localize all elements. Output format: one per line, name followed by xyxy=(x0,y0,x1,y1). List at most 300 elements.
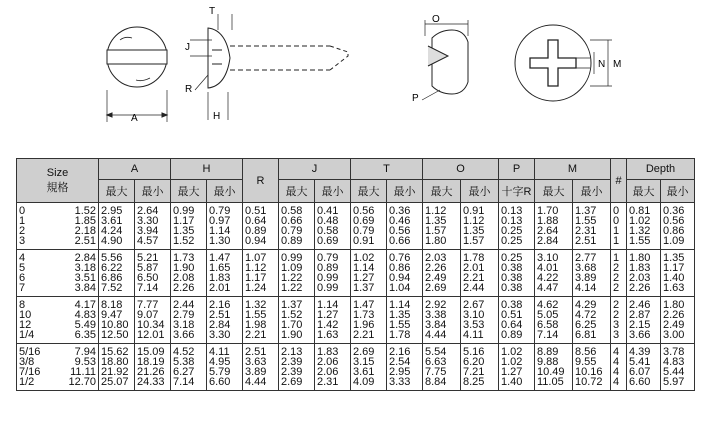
cell-value: 7.75 xyxy=(425,366,447,378)
cell-value: 4.11 xyxy=(463,329,484,341)
cell-value: 18.80 xyxy=(101,356,129,368)
size-value: 5/16 xyxy=(19,346,41,358)
value-cell-d-max xyxy=(627,203,661,250)
cell-value: 3.38 xyxy=(425,309,447,321)
value-cell-j-min xyxy=(315,344,351,391)
cell-value: 2 xyxy=(613,272,620,284)
value-cell-num xyxy=(611,250,627,297)
value-cell-j-max xyxy=(279,203,315,250)
cell-value: 2.69 xyxy=(425,282,447,294)
header-p: P xyxy=(499,159,535,180)
cell-value: 4 xyxy=(613,366,620,378)
cell-value: 3 xyxy=(613,329,620,341)
cell-value: 5.54 xyxy=(425,346,447,358)
value-cell-a-min xyxy=(135,344,171,391)
cell-value: 3.00 xyxy=(663,329,685,341)
cell-value: 6.60 xyxy=(629,376,651,388)
cell-value: 4.83 xyxy=(663,356,685,368)
size-mm-value: 2.51 xyxy=(74,235,96,247)
dim-label-p: P xyxy=(412,93,419,104)
cell-value: 2.21 xyxy=(353,329,375,341)
size-cell xyxy=(17,250,99,297)
cell-value: 1.27 xyxy=(317,309,339,321)
value-cell-t-min xyxy=(387,344,423,391)
a-max-header: 最大 xyxy=(99,180,135,203)
value-cell-r xyxy=(243,250,279,297)
size-mm-value: 11.11 xyxy=(70,366,96,378)
dim-label-r: R xyxy=(185,84,193,95)
cell-value: 2.21 xyxy=(245,329,267,341)
cell-value: 1.27 xyxy=(501,366,523,378)
value-cell-p xyxy=(499,297,535,344)
cell-value: 2.51 xyxy=(245,346,267,358)
cell-value: 5.05 xyxy=(537,309,559,321)
cell-value: 2 xyxy=(613,262,620,274)
screw-technical-drawings xyxy=(0,0,725,150)
table-row xyxy=(17,344,695,391)
size-value: 10 xyxy=(19,309,32,321)
j-max-header: 最大 xyxy=(279,180,315,203)
value-cell-m-min xyxy=(573,344,611,391)
cell-value: 1.78 xyxy=(389,329,411,341)
cell-value: 1.22 xyxy=(281,282,303,294)
cell-value: 2.49 xyxy=(663,319,685,331)
dim-label-m: M xyxy=(613,59,622,70)
size-value: 7/16 xyxy=(19,366,41,378)
cell-value: 5.87 xyxy=(137,262,159,274)
cell-value: 4.11 xyxy=(209,346,230,358)
cell-value: 0.89 xyxy=(501,329,523,341)
cell-value: 2.01 xyxy=(463,262,485,274)
value-cell-r xyxy=(243,203,279,250)
cell-value: 2.16 xyxy=(209,299,231,311)
cell-value: 6.60 xyxy=(209,376,231,388)
value-cell-m-min xyxy=(573,203,611,250)
size-cell xyxy=(17,297,99,344)
cell-value: 1.63 xyxy=(663,282,685,294)
value-cell-j-max xyxy=(279,344,315,391)
cell-value: 1.02 xyxy=(501,356,523,368)
cell-value: 0.36 xyxy=(663,205,685,217)
cell-value: 21.92 xyxy=(101,366,129,378)
cell-value: 10.80 xyxy=(101,319,129,331)
value-cell-t-max xyxy=(351,250,387,297)
cell-value: 15.09 xyxy=(137,346,165,358)
cell-value: 1.57 xyxy=(463,235,485,247)
table-row xyxy=(17,250,695,297)
value-cell-m-min xyxy=(573,250,611,297)
cell-value: 1.90 xyxy=(173,262,195,274)
cell-value: 2.95 xyxy=(389,366,411,378)
cell-value: 1.83 xyxy=(317,346,339,358)
value-cell-h-min xyxy=(207,250,243,297)
cell-value: 4.09 xyxy=(353,376,375,388)
value-cell-h-max xyxy=(171,344,207,391)
cell-value: 2.13 xyxy=(281,346,303,358)
cell-value: 1.57 xyxy=(425,225,447,237)
cell-value: 1.88 xyxy=(537,215,559,227)
cell-value: 1.83 xyxy=(209,272,231,284)
size-value: 1 xyxy=(19,215,26,227)
cell-value: 0.89 xyxy=(317,262,339,274)
header-depth: Depth xyxy=(627,159,695,180)
cell-value: 4.90 xyxy=(101,235,123,247)
cell-value: 2.79 xyxy=(173,309,195,321)
cell-value: 6.20 xyxy=(463,356,485,368)
size-mm-value: 1.52 xyxy=(74,205,96,217)
cell-value: 5.79 xyxy=(209,366,231,378)
cell-value: 1.55 xyxy=(629,235,651,247)
cell-value: 1.96 xyxy=(353,319,375,331)
cell-value: 6.25 xyxy=(575,319,597,331)
cell-value: 1.12 xyxy=(463,215,485,227)
cell-value: 2.26 xyxy=(663,309,685,321)
cell-value: 2.31 xyxy=(317,376,339,388)
cell-value: 0.38 xyxy=(501,272,523,284)
size-value: 5 xyxy=(19,262,26,274)
cell-value: 1.09 xyxy=(663,235,685,247)
cell-value: 1.30 xyxy=(209,235,231,247)
cell-value: 2 xyxy=(613,299,620,311)
cell-value: 2.03 xyxy=(425,252,447,264)
cell-value: 0.25 xyxy=(501,252,523,264)
value-cell-a-min xyxy=(135,250,171,297)
cell-value: 0.64 xyxy=(245,215,267,227)
cell-value: 1.80 xyxy=(663,299,685,311)
cell-value: 3.61 xyxy=(101,215,123,227)
size-mm-value: 3.84 xyxy=(74,282,96,294)
t-max-header: 最大 xyxy=(351,180,387,203)
cell-value: 1.40 xyxy=(501,376,523,388)
cell-value: 1.70 xyxy=(537,205,559,217)
cell-value: 4.52 xyxy=(173,346,195,358)
size-header: Size 規格 xyxy=(17,159,99,203)
size-value: 6 xyxy=(19,272,26,284)
size-value: 3/8 xyxy=(19,356,35,368)
m-min-header: 最小 xyxy=(573,180,611,203)
value-cell-a-min xyxy=(135,203,171,250)
cell-value: 0.94 xyxy=(245,235,267,247)
cell-value: 4.39 xyxy=(629,346,651,358)
value-cell-j-max xyxy=(279,250,315,297)
cell-value: 3.68 xyxy=(575,262,597,274)
value-cell-p xyxy=(499,203,535,250)
cell-value: 1.47 xyxy=(209,252,231,264)
cell-value: 0.25 xyxy=(501,235,523,247)
cell-value: 2.77 xyxy=(575,252,597,264)
cell-value: 3.15 xyxy=(353,356,375,368)
cell-value: 1.02 xyxy=(501,346,523,358)
cell-value: 8.89 xyxy=(537,346,559,358)
a-min-header: 最小 xyxy=(135,180,171,203)
cell-value: 10.16 xyxy=(575,366,603,378)
value-cell-d-min xyxy=(661,203,695,250)
size-mm-value: 7.94 xyxy=(74,346,96,358)
cell-value: 2.54 xyxy=(389,356,411,368)
cell-value: 0.56 xyxy=(389,225,411,237)
cell-value: 6.50 xyxy=(137,272,159,284)
cell-value: 0.89 xyxy=(245,225,267,237)
cell-value: 0.25 xyxy=(501,225,523,237)
cell-value: 2.39 xyxy=(281,366,303,378)
value-cell-j-min xyxy=(315,297,351,344)
cell-value: 2.87 xyxy=(629,309,651,321)
dim-label-o: O xyxy=(432,14,440,25)
cell-value: 2.51 xyxy=(209,309,231,321)
value-cell-a-min xyxy=(135,297,171,344)
cell-value: 2.67 xyxy=(463,299,485,311)
cell-value: 0.56 xyxy=(353,205,375,217)
cell-value: 1.90 xyxy=(281,329,303,341)
cell-value: 2.26 xyxy=(629,282,651,294)
cell-value: 1.37 xyxy=(281,299,303,311)
value-cell-o-max xyxy=(423,344,461,391)
cell-value: 9.47 xyxy=(101,309,123,321)
cell-value: 7.14 xyxy=(537,329,559,341)
cell-value: 2.64 xyxy=(137,205,159,217)
cell-value: 2.26 xyxy=(173,282,195,294)
size-value: 1/2 xyxy=(19,376,35,388)
value-cell-h-max xyxy=(171,297,207,344)
slotted-head-end-view xyxy=(107,27,167,122)
cell-value: 0.91 xyxy=(353,235,375,247)
value-cell-t-min xyxy=(387,203,423,250)
m-max-header: 最大 xyxy=(535,180,573,203)
cell-value: 1.47 xyxy=(353,299,375,311)
cell-value: 2.16 xyxy=(389,346,411,358)
cell-value: 3.84 xyxy=(425,319,447,331)
h-min-header: 最小 xyxy=(207,180,243,203)
cell-value: 3.10 xyxy=(463,309,485,321)
cell-value: 0.99 xyxy=(317,272,339,284)
cell-value: 1.73 xyxy=(173,252,195,264)
cell-value: 1.14 xyxy=(353,262,375,274)
cell-value: 1.65 xyxy=(209,262,231,274)
cell-value: 0.66 xyxy=(281,215,303,227)
size-value: 3 xyxy=(19,235,26,247)
value-cell-num xyxy=(611,344,627,391)
cell-value: 1.09 xyxy=(281,262,303,274)
value-cell-p xyxy=(499,344,535,391)
cell-value: 0.89 xyxy=(281,235,303,247)
cell-value: 9.07 xyxy=(137,309,159,321)
cell-value: 10.72 xyxy=(575,376,603,388)
cell-value: 1.17 xyxy=(663,262,685,274)
dim-label-a: A xyxy=(131,113,138,124)
cell-value: 6.86 xyxy=(101,272,123,284)
value-cell-h-min xyxy=(207,203,243,250)
cell-value: 1.12 xyxy=(425,205,447,217)
cell-value: 8.18 xyxy=(101,299,123,311)
size-value: 0 xyxy=(19,205,26,217)
cell-value: 0.58 xyxy=(317,225,339,237)
cell-value: 4.01 xyxy=(537,262,559,274)
value-cell-t-max xyxy=(351,344,387,391)
value-cell-m-max xyxy=(535,250,573,297)
cell-value: 0.99 xyxy=(317,282,339,294)
cell-value: 3.30 xyxy=(137,215,159,227)
cell-value: 6.27 xyxy=(173,366,195,378)
cell-value: 9.88 xyxy=(537,356,559,368)
value-cell-a-max xyxy=(99,297,135,344)
cell-value: 0.86 xyxy=(663,225,685,237)
cell-value: 1.37 xyxy=(353,282,375,294)
dim-label-t: T xyxy=(209,6,216,17)
cell-value: 2.15 xyxy=(629,319,651,331)
dim-label-h: H xyxy=(213,111,221,122)
cell-value: 4.57 xyxy=(137,235,159,247)
size-mm-value: 9.53 xyxy=(74,356,96,368)
cell-value: 1.83 xyxy=(629,262,651,274)
cell-value: 0.79 xyxy=(209,205,231,217)
cell-value: 0.13 xyxy=(501,215,523,227)
size-value: 12 xyxy=(19,319,32,331)
cell-value: 0.99 xyxy=(173,205,195,217)
value-cell-h-max xyxy=(171,250,207,297)
value-cell-m-max xyxy=(535,297,573,344)
cell-value: 1.78 xyxy=(463,252,485,264)
cell-value: 1.04 xyxy=(389,282,411,294)
o-min-header: 最小 xyxy=(461,180,499,203)
cell-value: 4 xyxy=(613,376,620,388)
cell-value: 9.55 xyxy=(575,356,597,368)
cell-value: 2.69 xyxy=(281,376,303,388)
size-mm-value: 4.17 xyxy=(74,299,96,311)
value-cell-a-max xyxy=(99,203,135,250)
value-cell-num xyxy=(611,203,627,250)
cell-value: 1.02 xyxy=(629,215,651,227)
value-cell-o-max xyxy=(423,203,461,250)
cell-value: 1.24 xyxy=(245,282,267,294)
cell-value: 1 xyxy=(613,225,620,237)
value-cell-t-min xyxy=(387,250,423,297)
cell-value: 0.38 xyxy=(501,282,523,294)
value-cell-o-min xyxy=(461,250,499,297)
cell-value: 15.62 xyxy=(101,346,129,358)
cell-value: 0.76 xyxy=(389,252,411,264)
value-cell-h-min xyxy=(207,344,243,391)
cell-value: 1.37 xyxy=(575,205,597,217)
cell-value: 3.61 xyxy=(353,366,375,378)
cell-value: 7.14 xyxy=(137,282,159,294)
cell-value: 5.56 xyxy=(101,252,123,264)
size-mm-value: 12.70 xyxy=(68,376,96,388)
cell-value: 1.55 xyxy=(575,215,597,227)
value-cell-m-max xyxy=(535,203,573,250)
value-cell-d-min xyxy=(661,344,695,391)
value-cell-o-min xyxy=(461,344,499,391)
cell-value: 3.63 xyxy=(245,356,267,368)
cell-value: 3.94 xyxy=(137,225,159,237)
cell-value: 1.35 xyxy=(389,309,411,321)
cell-value: 2.44 xyxy=(463,282,485,294)
value-cell-d-max xyxy=(627,344,661,391)
cell-value: 5.41 xyxy=(629,356,651,368)
cell-value: 3 xyxy=(613,319,620,331)
cell-value: 7.21 xyxy=(463,366,485,378)
cell-value: 4.44 xyxy=(425,329,447,341)
cell-value: 1.35 xyxy=(173,225,195,237)
value-cell-m-max xyxy=(535,344,573,391)
dim-label-n: N xyxy=(598,59,606,70)
cell-value: 3.66 xyxy=(629,329,651,341)
size-mm-value: 1.85 xyxy=(74,215,96,227)
size-mm-value: 2.84 xyxy=(74,252,96,264)
value-cell-o-min xyxy=(461,297,499,344)
value-cell-t-min xyxy=(387,297,423,344)
cell-value: 1.07 xyxy=(245,252,267,264)
cell-value: 24.33 xyxy=(137,376,165,388)
p-cross-r-header: 十字R xyxy=(499,180,535,203)
value-cell-a-max xyxy=(99,250,135,297)
size-mm-value: 5.49 xyxy=(74,319,96,331)
cell-value: 10.34 xyxy=(137,319,165,331)
cell-value: 1.35 xyxy=(425,215,447,227)
cell-value: 0.56 xyxy=(663,215,685,227)
cell-value: 2.21 xyxy=(463,272,485,284)
depth-min-header: 最小 xyxy=(661,180,695,203)
cell-value: 3.89 xyxy=(245,366,267,378)
cell-value: 2.92 xyxy=(425,299,447,311)
cell-value: 2.95 xyxy=(101,205,123,217)
cell-value: 0.94 xyxy=(389,272,411,284)
cell-value: 5.16 xyxy=(463,346,485,358)
cell-value: 11.05 xyxy=(537,376,564,388)
cell-value: 0.86 xyxy=(389,262,411,274)
size-mm-value: 6.35 xyxy=(74,329,96,341)
cell-value: 0 xyxy=(613,205,620,217)
value-cell-p xyxy=(499,250,535,297)
cell-value: 7.77 xyxy=(137,299,159,311)
cell-value: 7.14 xyxy=(173,376,195,388)
cell-value: 1.35 xyxy=(463,225,485,237)
value-cell-o-max xyxy=(423,250,461,297)
size-mm-value: 3.51 xyxy=(74,272,96,284)
value-cell-d-min xyxy=(661,297,695,344)
cell-value: 6.81 xyxy=(575,329,597,341)
cell-value: 1.17 xyxy=(173,215,195,227)
cell-value: 0.66 xyxy=(389,235,411,247)
cell-value: 4.22 xyxy=(537,272,559,284)
cell-value: 12.01 xyxy=(137,329,165,341)
cell-value: 5.44 xyxy=(663,366,685,378)
cell-value: 0.64 xyxy=(501,319,523,331)
cell-value: 0.36 xyxy=(389,205,411,217)
cell-value: 4.62 xyxy=(537,299,559,311)
header-o: O xyxy=(423,159,499,180)
value-cell-num xyxy=(611,297,627,344)
cell-value: 2.69 xyxy=(353,346,375,358)
header-m: M xyxy=(535,159,611,180)
cell-value: 1.80 xyxy=(629,252,651,264)
cell-value: 2.84 xyxy=(209,319,231,331)
cell-value: 5.21 xyxy=(137,252,159,264)
cell-value: 4.95 xyxy=(209,356,231,368)
cell-value: 1.02 xyxy=(353,252,375,264)
cell-value: 4.44 xyxy=(245,376,267,388)
cell-value: 1.32 xyxy=(629,225,651,237)
cell-value: 18.19 xyxy=(137,356,165,368)
cell-value: 1.63 xyxy=(317,329,339,341)
header-r: R xyxy=(243,159,279,203)
value-cell-j-max xyxy=(279,297,315,344)
cell-value: 2.46 xyxy=(629,299,651,311)
cell-value: 1.73 xyxy=(353,309,375,321)
cell-value: 0.51 xyxy=(501,309,523,321)
cell-value: 4 xyxy=(613,356,620,368)
depth-max-header: 最大 xyxy=(627,180,661,203)
cell-value: 2.64 xyxy=(537,225,559,237)
